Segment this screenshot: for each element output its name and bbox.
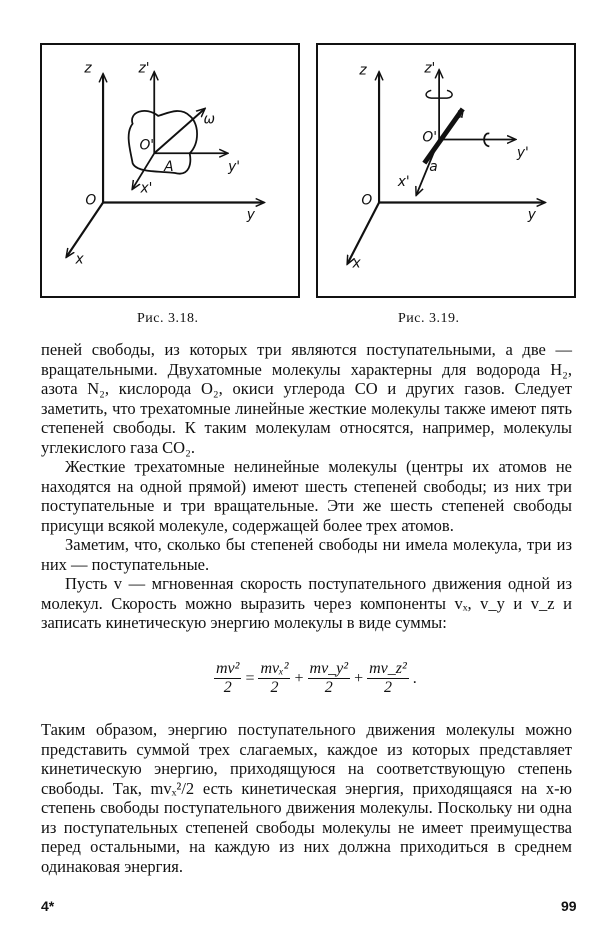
term-z: $\frac{\text{mv\_z²}}{2}$: [369, 660, 407, 696]
figure-3-18-caption: Рис. 3.18.: [137, 311, 199, 326]
figure-3-19: [316, 43, 576, 298]
label-o: O: [361, 192, 373, 209]
label-omega: ω: [203, 111, 215, 128]
label-x-prime: x': [397, 173, 410, 190]
label-z: z: [84, 60, 92, 77]
label-y: y: [527, 207, 536, 224]
label-o-prime: O': [422, 129, 438, 146]
paragraph-4: Пусть v — мгновенная скорость поступательного движения одной из молекул. Скорость можно выразить через компоненты vₓ, v_y и v_z и записать кинетическую энергию молекулы в виде суммы:: [41, 574, 572, 632]
label-z: z: [359, 62, 367, 79]
kinetic-energy-formula: $\frac{\text{mv²}}{2}$ = $\frac{\text{mvₓ²}}{2}$ + $\frac{\text{mv\_y²}}{2}$ + $\frac{\text{mv\_z²}}{2}$ .: [216, 660, 417, 696]
label-z-prime: z': [424, 60, 436, 77]
label-a-bottom: a: [429, 158, 438, 175]
label-z-prime: z': [138, 60, 150, 77]
x-axis: [67, 202, 103, 256]
paragraph-3: Заметим, что, сколько бы степеней свободы ни имела молекула, три из них — поступательные.: [41, 535, 572, 574]
figure-3-19-caption: Рис. 3.19.: [398, 311, 460, 326]
x-axis: [348, 202, 379, 263]
label-x-prime: x': [140, 180, 153, 197]
signature-mark: 4*: [41, 898, 55, 914]
paragraph-1: пеней свободы, из которых три являются поступательными, а две — вращательными. Двухатомные молекулы характерны для водорода H₂, азота N₂, кислорода O₂, окиси углерода CO и других газов. Следует заметить, что трехатомные линейные жесткие молекулы также имеют пять степеней свободы. К таким молекулам относятся, например, молекулы углекислого газа CO₂.: [41, 340, 572, 457]
label-a-top: a: [455, 105, 465, 122]
page-number: 99: [561, 898, 577, 914]
figure-3-19-diagram: [318, 45, 574, 296]
label-a: A: [164, 158, 174, 175]
body-text-top: [41, 340, 572, 633]
body-text-bottom: [41, 720, 572, 876]
term-x: $\frac{\text{mvₓ²}}{2}$: [260, 660, 289, 696]
label-y-prime: y': [228, 158, 241, 175]
label-y: y: [246, 207, 255, 224]
label-o-prime: O': [139, 137, 155, 154]
term-y: $\frac{\text{mv\_y²}}{2}$: [309, 660, 349, 696]
paragraph-5: Таким образом, энергию поступательного движения молекулы можно представить суммой трех слагаемых, каждое из которых представляет кинетическую энергию, приходящуюся на соответствующую степень свободы. Так, mvₓ²/2 есть кинетическая энергия, приходящаяся на x-ю степень свободы поступательного движения молекулы. Поскольку ни одна из поступательных степеней свободы молекулы не имеет преимущества перед остальными, на каждую из них должна приходиться в среднем одинаковая энергия.: [41, 720, 572, 876]
figure-3-18: [40, 43, 300, 298]
label-x: x: [75, 251, 84, 268]
paragraph-2: Жесткие трехатомные нелинейные молекулы (центры их атомов не находятся на одной прямой) имеют шесть степеней свободы; из них три поступательные и три вращательные. Эти же шесть степеней свободы присущи всякой молекуле, содержащей более трех атомов.: [41, 457, 572, 535]
figure-3-18-diagram: [42, 45, 298, 296]
label-y-prime: y': [516, 145, 529, 162]
lhs-fraction: $\frac{\text{mv²}}{2}$: [216, 660, 240, 696]
label-o: O: [85, 192, 97, 209]
label-x: x: [352, 255, 361, 272]
